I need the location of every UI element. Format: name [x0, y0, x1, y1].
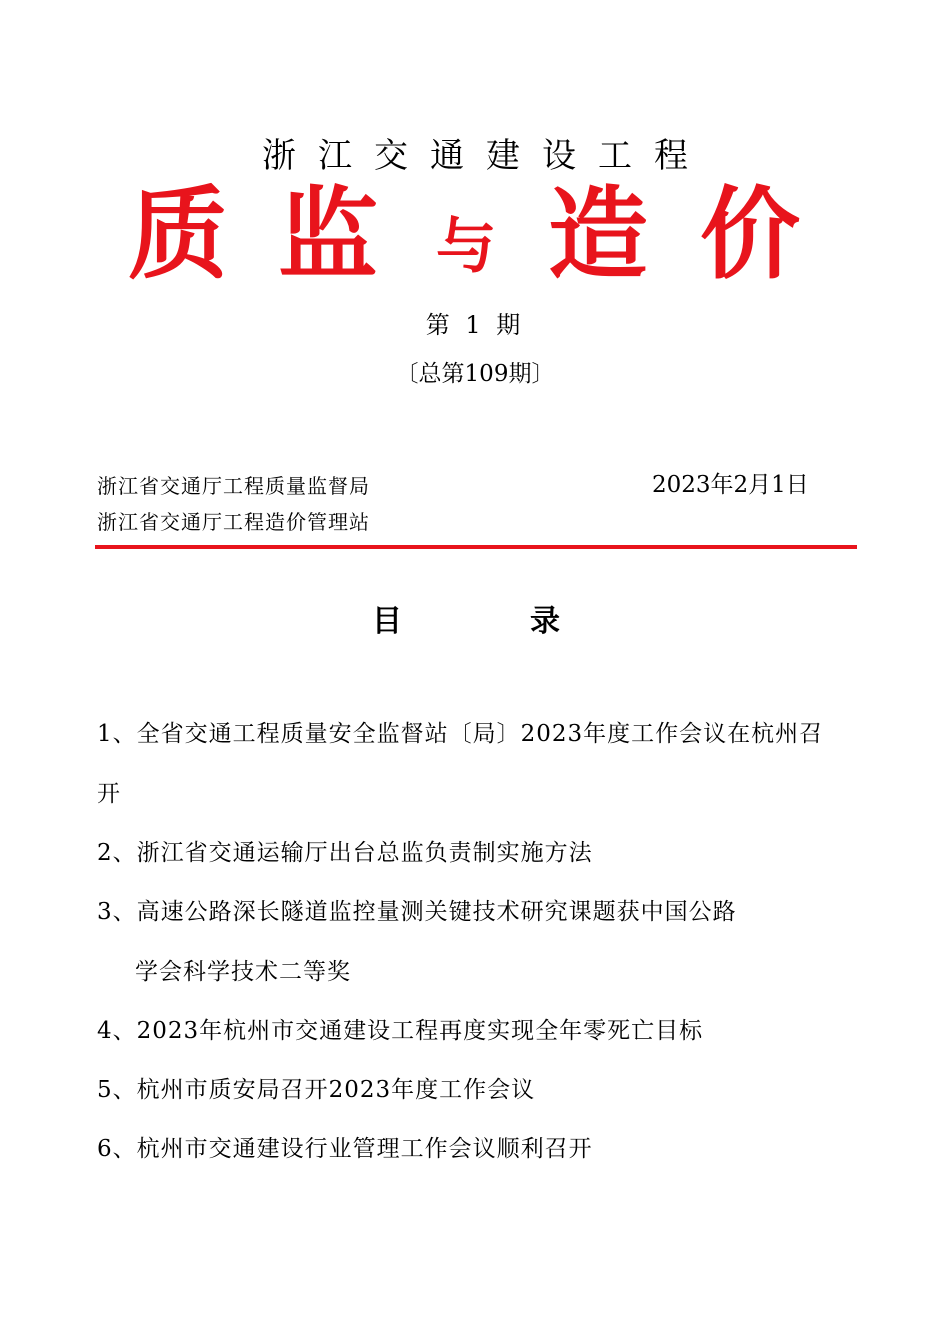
toc-item-2[interactable] — [97, 835, 842, 871]
toc-item-3[interactable] — [97, 894, 842, 990]
toc-item-text: 3、高速公路深长隧道监控量测关键技术研究课题获中国公路 — [97, 899, 737, 925]
title-char-2: 监 — [278, 176, 378, 293]
toc-item-text: 6、杭州市交通建设行业管理工作会议顺利召开 — [97, 1136, 593, 1162]
title-char-1: 质 — [128, 176, 228, 293]
publisher-cost-station: 浙江省交通厅工程造价管理站 — [97, 510, 370, 534]
toc-item-6[interactable] — [97, 1131, 842, 1167]
title-char-3: 与 — [436, 212, 496, 282]
toc-item-5[interactable] — [97, 1072, 842, 1108]
toc-heading-char-1: 目 — [372, 604, 402, 639]
toc-item-text: 5、杭州市质安局召开2023年度工作会议 — [97, 1077, 536, 1103]
toc-heading — [0, 596, 950, 639]
title-char-4: 造 — [548, 176, 648, 293]
toc-item-continuation: 学会科学技术二等奖 — [135, 959, 351, 985]
table-of-contents — [97, 716, 842, 1190]
publisher-quality-bureau: 浙江省交通厅工程质量监督局 — [97, 474, 370, 498]
title-char-5: 价 — [700, 176, 800, 293]
toc-item-4[interactable] — [97, 1013, 842, 1049]
toc-item-text: 4、2023年杭州市交通建设工程再度实现全年零死亡目标 — [97, 1018, 704, 1044]
toc-heading-char-2: 录 — [530, 604, 560, 639]
toc-item-text: 1、全省交通工程质量安全监督站〔局〕2023年度工作会议在杭州召 — [97, 721, 824, 747]
magazine-subtitle: 浙江交通建设工程 — [262, 136, 710, 176]
issue-number: 第 1 期 — [425, 311, 525, 339]
magazine-title — [128, 175, 828, 295]
toc-item-1[interactable] — [97, 716, 842, 812]
total-issue-number: 〔总第109期〕 — [395, 361, 555, 387]
header-divider — [95, 545, 857, 549]
toc-item-text: 2、浙江省交通运输厅出台总监负责制实施方法 — [97, 840, 593, 866]
toc-item-continuation: 开 — [97, 781, 121, 807]
publish-date: 2023年2月1日 — [652, 472, 809, 498]
